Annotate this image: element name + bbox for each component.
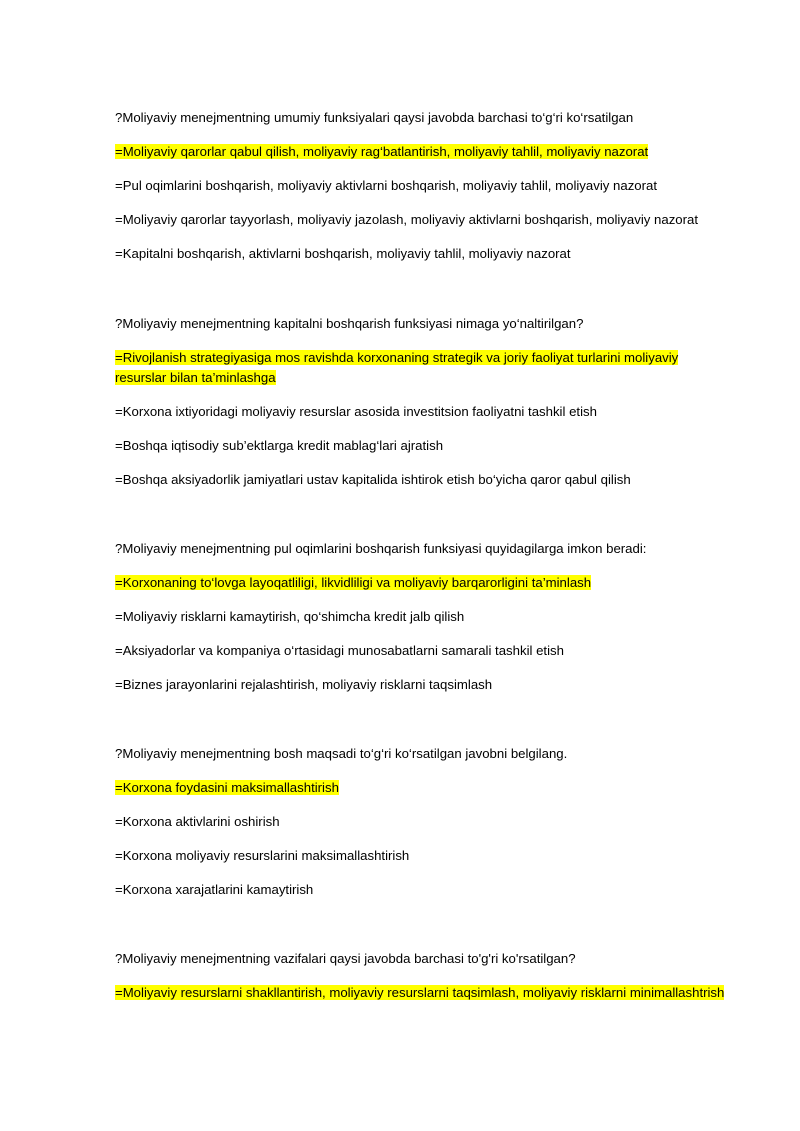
answer-option: =Boshqa aksiyadorlik jamiyatlari ustav kapitalida ishtirok etish bo‘yicha qaror qabul qilish — [115, 472, 631, 487]
answer-option: =Moliyaviy qarorlar tayyorlash, moliyaviy jazolash, moliyaviy aktivlarni boshqarish, moliyaviy nazorat — [115, 212, 699, 227]
answer-option: =Kapitalni boshqarish, aktivlarni boshqarish, moliyaviy tahlil, moliyaviy nazorat — [115, 246, 571, 261]
question-text: ?Moliyaviy menejmentning bosh maqsadi to‘g‘ri ko‘rsatilgan javobni belgilang. — [115, 746, 568, 761]
question-block-5 — [115, 949, 725, 1017]
answer-option-correct — [115, 348, 725, 388]
highlighted-answer: =Korxonaning to‘lovga layoqatliligi, likvidliligi va moliyaviy barqarorligini ta’minlash — [115, 575, 592, 590]
question-block-1 — [115, 108, 725, 278]
answer-option-correct — [115, 983, 725, 1003]
answer-option: =Korxona xarajatlarini kamaytirish — [115, 882, 314, 897]
question-block-3 — [115, 539, 725, 709]
answer-option: =Pul oqimlarini boshqarish, moliyaviy aktivlarni boshqarish, moliyaviy tahlil, moliyaviy nazorat — [115, 178, 658, 193]
answer-option: =Korxona aktivlarini oshirish — [115, 814, 280, 829]
answer-option: =Korxona moliyaviy resurslarini maksimallashtirish — [115, 848, 410, 863]
answer-option: =Moliyaviy risklarni kamaytirish, qo‘shimcha kredit jalb qilish — [115, 609, 465, 624]
answer-option: =Aksiyadorlar va kompaniya o‘rtasidagi munosabatlarni samarali tashkil etish — [115, 643, 564, 658]
answer-option: =Korxona ixtiyoridagi moliyaviy resurslar asosida investitsion faoliyatni tashkil etish — [115, 404, 597, 419]
question-text: ?Moliyaviy menejmentning umumiy funksiyalari qaysi javobda barchasi to‘g‘ri ko‘rsatilgan — [115, 110, 634, 125]
highlighted-answer: =Korxona foydasini maksimallashtirish — [115, 780, 339, 795]
answer-option: =Biznes jarayonlarini rejalashtirish, moliyaviy risklarni taqsimlash — [115, 677, 493, 692]
question-text: ?Moliyaviy menejmentning pul oqimlarini boshqarish funksiyasi quyidagilarga imkon beradi: — [115, 541, 647, 556]
question-text: ?Moliyaviy menejmentning kapitalni boshqarish funksiyasi nimaga yo‘naltirilgan? — [115, 316, 584, 331]
highlighted-answer: =Moliyaviy resurslarni shakllantirish, moliyaviy resurslarni taqsimlash, moliyaviy risklarni minimallashtrish — [115, 985, 725, 1000]
answer-option-correct — [115, 573, 725, 593]
highlighted-answer: =Moliyaviy qarorlar qabul qilish, moliyaviy rag‘batlantirish, moliyaviy tahlil, moliyaviy nazorat — [115, 144, 649, 159]
highlighted-answer: =Rivojlanish strategiyasiga mos ravishda korxonaning strategik va joriy faoliyat turlarini moliyaviy resurslar bilan ta’minlashga — [115, 350, 679, 385]
question-block-2 — [115, 314, 725, 504]
answer-option: =Boshqa iqtisodiy sub’ektlarga kredit mablag‘lari ajratish — [115, 438, 444, 453]
answer-option-correct — [115, 778, 725, 798]
question-text: ?Moliyaviy menejmentning vazifalari qaysi javobda barchasi to'g'ri ko'rsatilgan? — [115, 951, 576, 966]
question-block-4 — [115, 744, 725, 914]
answer-option-correct — [115, 142, 725, 162]
